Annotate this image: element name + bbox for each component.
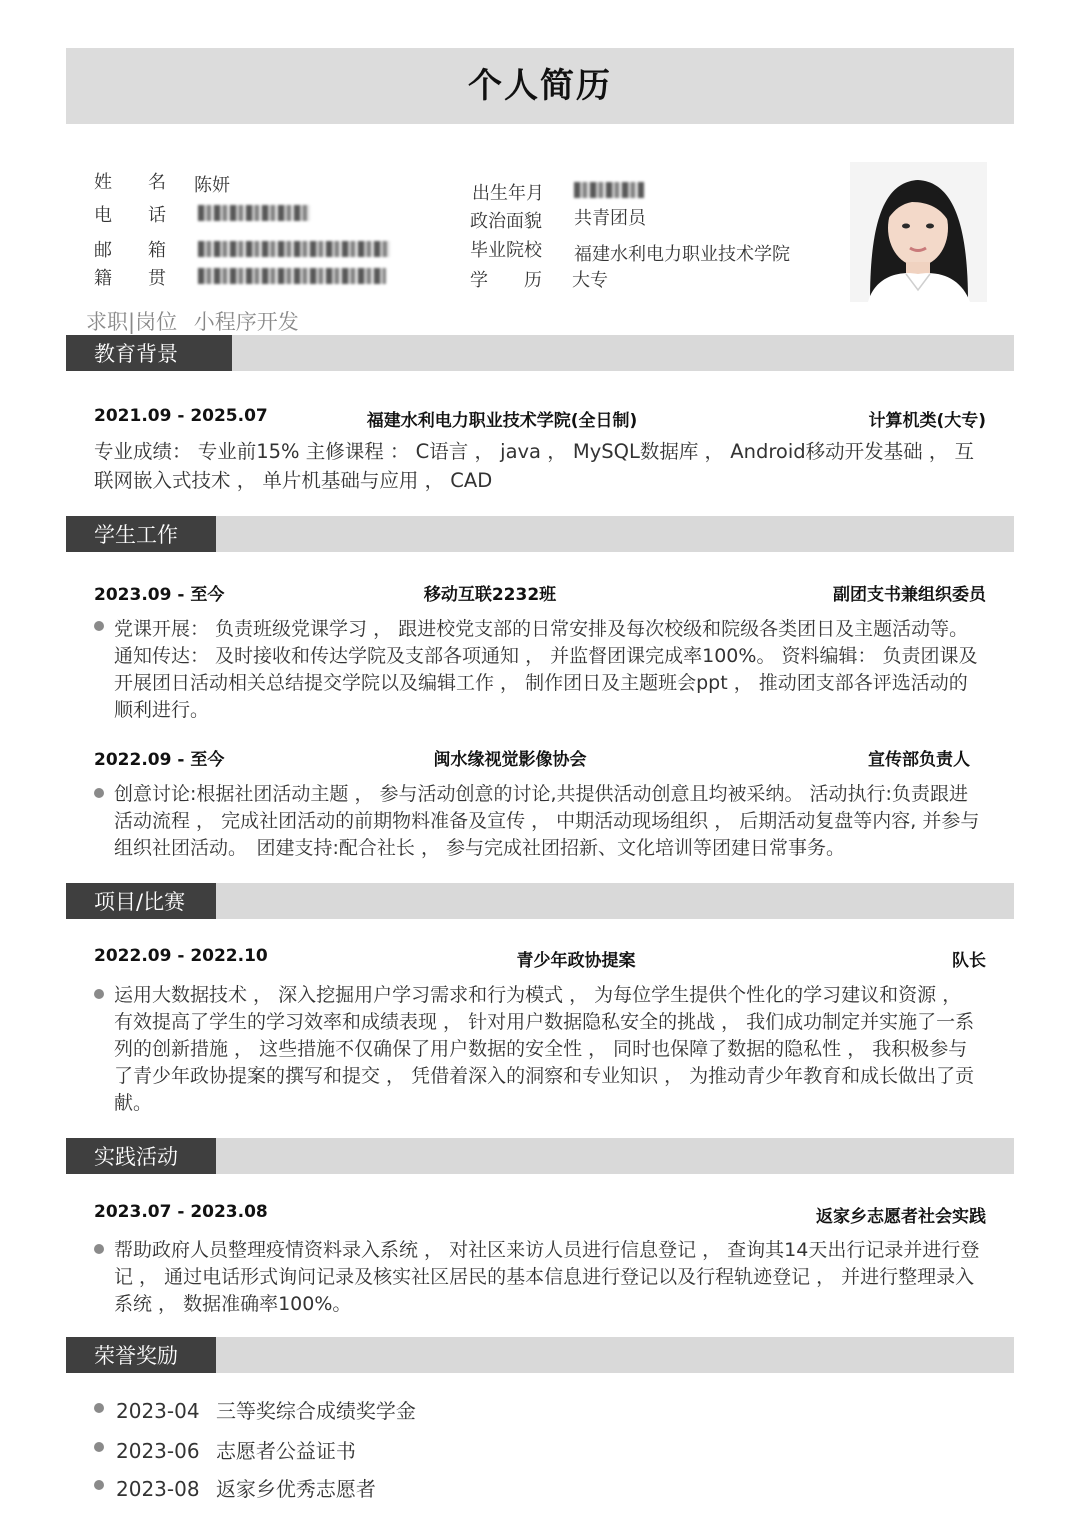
education-major: 计算机类(大专) [868,411,986,431]
bullet-icon [94,1244,104,1254]
school-label: 毕业院校 [470,240,542,261]
job-value: 小程序开发 [193,310,299,334]
section-student-work-title: 学生工作 [66,516,216,552]
education-date: 2021.09 - 2025.07 [94,406,268,426]
bullet-icon [94,621,104,631]
degree-label: 学 历 [470,270,542,291]
page-title: 个人简历 [66,48,1014,124]
student-work-entry-2-header [94,745,986,769]
practice-description: 帮助政府人员整理疫情资料录入系统 ， 对社区来访人员进行信息登记 ， 查询其14天出行记录并进行登记 ， 通过电话形式询问记录及核实社区居民的基本信息进行登记以及行程轨迹登记 ， 并进行整理录入系统 ， 数据准确率100%。 [114,1239,980,1315]
project-description: 运用大数据技术 ， 深入挖掘用户学习需求和行为模式 ， 为每位学生提供个性化的学习建议和资源 ， 有效提高了学生的学习效率和成绩表现 ， 针对用户数据隐私安全的挑战 ， 我们成功制定并实施了一系列的创新措施 ， 这些措施不仅确保了用户数据的安全性 ， 同时也保障了数据的隐私性 ， 我积极参与了青少年政协提案的撰写和提交 ， 凭借着深入的洞察和专业知识 ， 为推动青少年教育和成长做出了贡献。 [114,984,975,1114]
honor-item [116,1395,416,1424]
email-redacted [198,241,390,257]
bullet-icon [94,1403,104,1413]
student-work-2-org: 闽水缘视觉影像协会 [433,750,587,770]
profile-photo [850,162,987,302]
section-honors-title: 荣誉奖励 [66,1337,216,1373]
bullet-icon [94,788,104,798]
section-student-work [66,516,1014,552]
bullet-icon [94,989,104,999]
honor-text: 返家乡优秀志愿者 [215,1477,376,1501]
hometown-redacted [198,268,386,284]
section-projects-title: 项目/比赛 [66,883,216,919]
student-work-2-date: 2022.09 - 至今 [94,750,225,770]
honor-text: 三等奖综合成绩奖学金 [215,1399,416,1423]
school-value: 福建水利电力职业技术学院 [574,244,790,265]
name-label: 姓 名 [94,172,166,193]
student-work-2-role: 宣传部负责人 [868,750,970,770]
honor-item [116,1473,376,1502]
honor-date: 2023-04 [116,1399,200,1423]
project-role: 队长 [952,951,986,971]
job-label: 求职|岗位 [86,310,178,334]
hometown-label: 籍 贯 [94,268,166,289]
birth-label: 出生年月 [472,183,544,204]
birth-redacted [574,182,644,198]
education-entry-header [94,406,986,430]
bullet-icon [94,1480,104,1490]
avatar-portrait-icon [850,162,987,302]
practice-date: 2023.07 - 2023.08 [94,1202,268,1222]
student-work-1-role: 副团支书兼组织委员 [833,585,986,605]
practice-entry-header [94,1202,986,1226]
politics-value: 共青团员 [574,208,646,229]
honor-text: 志愿者公益证书 [215,1439,356,1463]
section-practice [66,1138,1014,1174]
student-work-1-description: 党课开展： 负责班级党课学习 ， 跟进校党支部的日常安排及每次校级和院级各类团日及主题活动等。 通知传达： 及时接收和传达学院及支部各项通知 ， 并监督团课完成率100%。 资料编辑： 负责团课及开展团日活动相关总结提交学院以及编辑工作 ， 制作团日及主题班会ppt ， 推动团支部各评选活动的顺利进行。 [114,618,978,721]
email-label: 邮 箱 [94,240,166,261]
honor-date: 2023-08 [116,1477,200,1501]
degree-value: 大专 [572,270,608,291]
education-school: 福建水利电力职业技术学院(全日制) [366,411,638,431]
phone-label: 电 话 [94,205,166,226]
project-name: 青少年政协提案 [516,951,636,971]
project-entry-header [94,946,986,970]
honor-item [116,1435,356,1464]
section-honors [66,1337,1014,1373]
section-practice-title: 实践活动 [66,1138,216,1174]
section-projects [66,883,1014,919]
student-work-1-date: 2023.09 - 至今 [94,585,225,605]
name-value: 陈妍 [194,175,230,196]
honor-date: 2023-06 [116,1439,200,1463]
practice-role: 返家乡志愿者社会实践 [816,1207,986,1227]
project-date: 2022.09 - 2022.10 [94,946,268,966]
job-target [86,306,299,336]
section-education-title: 教育背景 [66,335,232,371]
phone-redacted [198,205,310,221]
politics-label: 政治面貌 [470,211,542,232]
student-work-2-description: 创意讨论:根据社团活动主题 ， 参与活动创意的讨论,共提供活动创意且均被采纳。 活动执行:负责跟进活动流程 ， 完成社团活动的前期物料准备及宣传 ， 中期活动现场组织 ， 后期活动复盘等内容, 并参与组织社团活动。 团建支持:配合社长 ， 参与完成社团招新、文化培训等团建日常事务。 [114,783,980,859]
education-description: 专业成绩： 专业前15% 主修课程 ： C语言 ， java ， MySQL数据库 ， Android移动开发基础 ， 互联网嵌入式技术 ， 单片机基础与应用 ， CAD [94,440,975,492]
student-work-entry-1-header [94,580,986,604]
section-education [66,335,1014,371]
student-work-1-org: 移动互联2232班 [423,585,557,605]
bullet-icon [94,1442,104,1452]
